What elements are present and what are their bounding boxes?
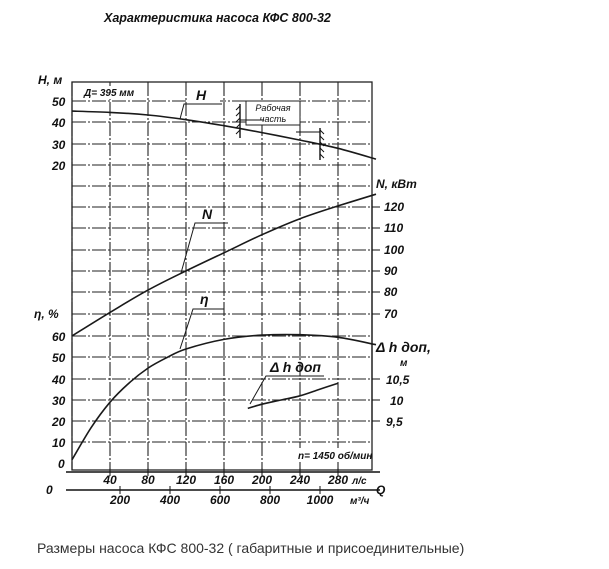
y-tick-label-power: 120 <box>384 200 405 214</box>
chart-title: Характеристика насоса КФС 800-32 <box>104 11 331 25</box>
x-unit-m3h: м³/ч <box>350 496 370 507</box>
efficiency-curve-label: η <box>200 291 209 307</box>
y-tick-label-head: 50 <box>52 95 66 109</box>
y-tick-label-power: 90 <box>384 264 398 278</box>
plot-frame <box>72 82 372 470</box>
efficiency-leader-line <box>180 309 224 349</box>
y-tick-label-head: 20 <box>52 159 66 173</box>
impeller-diameter-label: Д= 395 мм <box>84 88 135 99</box>
y-unit-npsh: м <box>400 358 408 369</box>
chart-grid <box>72 82 372 470</box>
y-tick-label-eff: 10 <box>52 436 66 450</box>
x-tick-label-ls: 160 <box>213 473 235 487</box>
x-tick-label-m3h: 400 <box>159 493 181 507</box>
y-tick-label-eff: 20 <box>52 415 66 429</box>
y-tick-label-power: 100 <box>384 243 405 257</box>
y-axis-label-npsh: Δ h доп, <box>376 339 431 355</box>
working-zone-label-line2: часть <box>259 114 287 124</box>
x-tick-label-ls: 200 <box>251 473 273 487</box>
y-tick-label-eff: 40 <box>52 373 66 387</box>
y-tick-label-eff: 30 <box>52 394 66 408</box>
y-tick-label-eff: 0 <box>58 457 65 471</box>
y-tick-label-eff: 60 <box>52 330 66 344</box>
y-tick-label-head: 30 <box>52 138 66 152</box>
y-axis-label-head: H, м <box>38 73 63 87</box>
y-tick-label-npsh: 10,5 <box>386 373 410 387</box>
x-axis-label-q: Q <box>376 483 386 497</box>
y-axis-label-eff: η, % <box>34 307 59 321</box>
speed-label: n= 1450 об/мин <box>298 451 373 462</box>
x-tick-label-ls: 240 <box>289 473 311 487</box>
x-tick-label-m3h: 200 <box>109 493 131 507</box>
y-tick-label-head: 40 <box>52 116 66 130</box>
y-axis-label-power: N, кВт <box>376 177 417 191</box>
head-curve-label: H <box>196 87 207 103</box>
y-tick-label-power: 110 <box>384 221 404 235</box>
x-tick-label-ls: 280 <box>327 473 349 487</box>
x-tick-label-ls: 120 <box>175 473 197 487</box>
npsh-curve <box>248 383 338 408</box>
power-leader-line <box>181 223 228 273</box>
y-tick-label-eff: 50 <box>52 351 66 365</box>
x-unit-ls: л/с <box>352 476 367 487</box>
npsh-curve-label: Δ h доп <box>270 359 321 375</box>
x-tick-label-ls: 80 <box>141 473 155 487</box>
y-tick-label-power: 80 <box>384 285 398 299</box>
x-tick-label-m3h: 800 <box>259 493 281 507</box>
y-tick-label-npsh: 9,5 <box>386 415 403 429</box>
y-tick-label-npsh: 10 <box>390 394 404 408</box>
power-curve-label: N <box>202 206 213 222</box>
working-zone-label-line1: Рабочая <box>255 103 291 113</box>
y-tick-label-power: 70 <box>384 307 398 321</box>
x-zero-label: 0 <box>46 483 53 497</box>
x-tick-label-m3h: 600 <box>209 493 231 507</box>
page-caption: Размеры насоса КФС 800-32 ( габаритные и присоединительные) <box>37 540 465 556</box>
x-tick-label-ls: 40 <box>103 473 117 487</box>
x-tick-label-m3h: 1000 <box>306 493 334 507</box>
